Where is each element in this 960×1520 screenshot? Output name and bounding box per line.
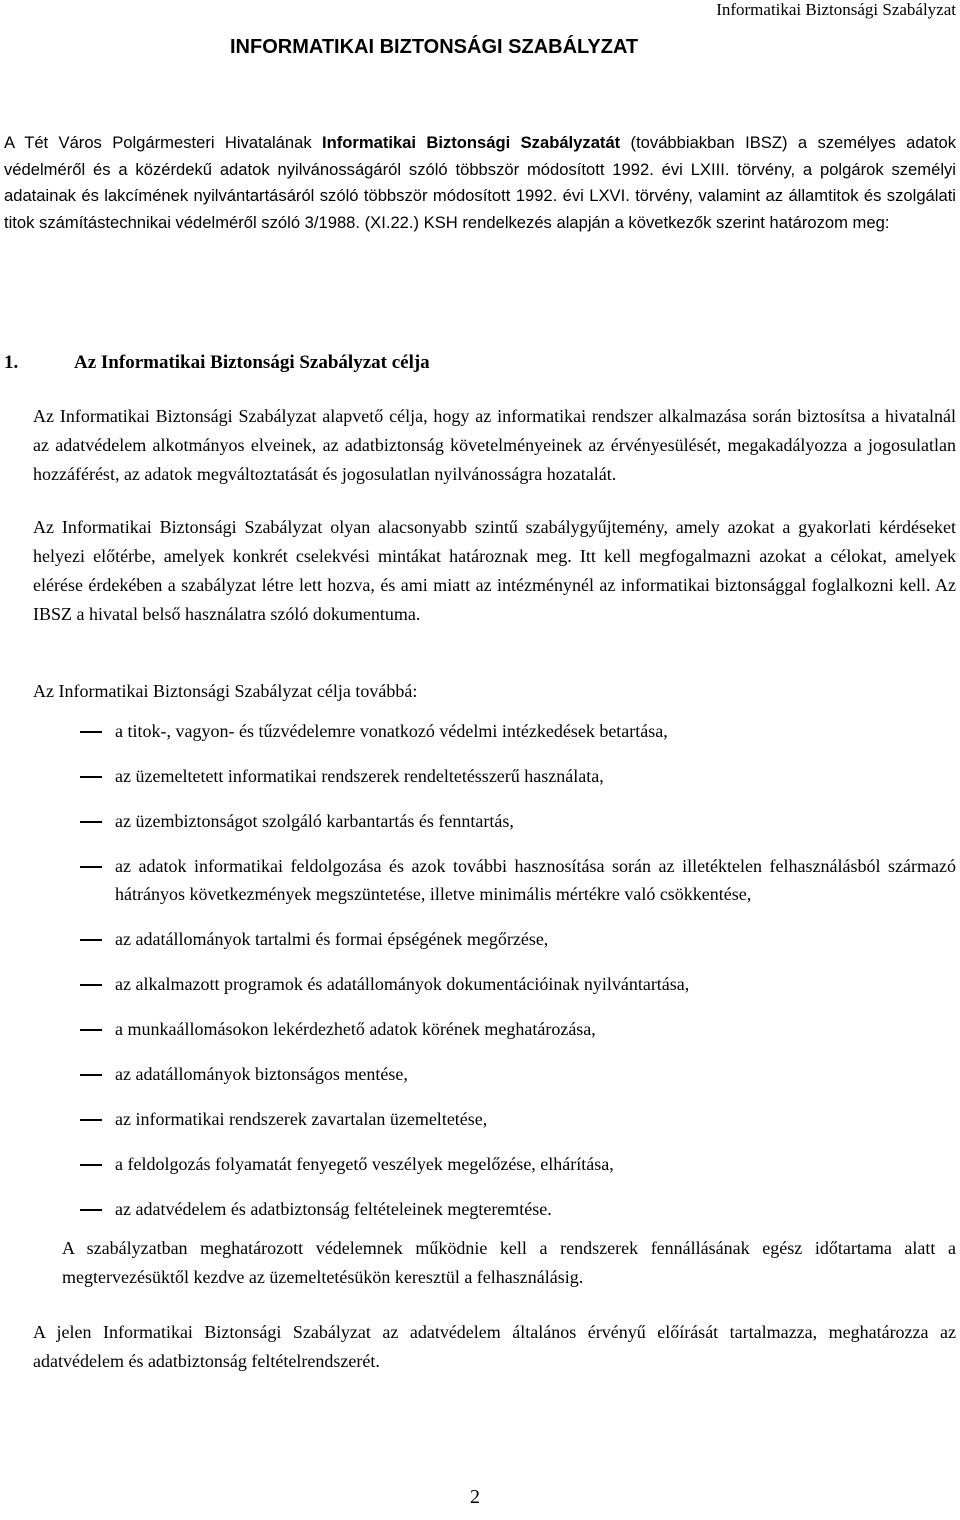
running-header: Informatikai Biztonsági Szabályzat [716,0,956,19]
section-title: Az Informatikai Biztonsági Szabályzat célja [74,352,430,373]
list-item: az adatállományok biztonságos mentése, [80,1060,956,1088]
dash-bullet-icon [80,731,102,733]
list-item: az adatvédelem és adatbiztonság feltételeinek megteremtése. [80,1195,956,1223]
goals-list [80,717,956,1240]
dash-bullet-icon [80,1209,102,1211]
intro-text-start: A Tét Város Polgármesteri Hivatalának [4,133,322,152]
scope-paragraph: Az Informatikai Biztonsági Szabályzat olyan alacsonyabb szintű szabálygyűjtemény, amely azokat a gyakorlati kérdéseket helyezi előtérbe, amelyek konkrét cselekvési mintákat határoznak meg. Itt kell megfogalmazni azokat a célokat, amelyek elérése érdekében a szabályzat létre lett hozva, és ami miatt az intézménynél az informatikai biztonsággal foglalkozni kell. Az IBSZ a hivatal belső használatra szóló dokumentuma. [33,517,956,624]
list-item: a munkaállomásokon lekérdezhető adatok körének meghatározása, [80,1015,956,1043]
dash-bullet-icon [80,1119,102,1121]
closing-paragraph: A jelen Informatikai Biztonsági Szabályzat az adatvédelem általános érvényű előírását tartalmazza, meghatározza az adatvédelem és adatbiztonság feltételrendszerét. [33,1322,956,1371]
purpose-paragraph: Az Informatikai Biztonsági Szabályzat alapvető célja, hogy az informatikai rendszer alkalmazása során biztosítsa a hivatalnál az adatvédelem alkotmányos elveinek, az adatbiztonság követelményeinek az érvényesülését, megakadályozza a jogosulatlan hozzáférést, az adatok megváltoztatását és jogosulatlan nyilvánosságra hozatalát. [33,406,956,484]
section-number: 1. [4,352,19,373]
list-lead-text: Az Informatikai Biztonsági Szabályzat célja továbbá: [33,681,418,701]
dash-bullet-icon [80,1029,102,1031]
intro-bold-title: Informatikai Biztonsági Szabályzatát [321,133,621,152]
section-heading [4,352,430,374]
intro-paragraph [4,130,956,236]
page-number: 2 [470,1486,480,1508]
document-title: INFORMATIKAI BIZTONSÁGI SZABÁLYZAT [230,36,639,58]
intro-text-rest: (továbbiakban IBSZ) a személyes adatok védelméről és a közérdekű adatok nyilvánosságáról szóló többször módosított 1992. évi LXIII. törvény, a polgárok személyi adatainak és lakcímének nyilvántartásáról szóló többször módosított 1992. évi LXVI. törvény, valamint az államtitok és szolgálati titok számítástechnikai védelméről szóló 3/1988. (XI.22.) KSH rendelkezés alapján a következők szerint határozom meg: [4,133,957,232]
dash-bullet-icon [80,1074,102,1076]
dash-bullet-icon [80,939,102,941]
dash-bullet-icon [80,776,102,778]
dash-bullet-icon [80,866,102,868]
dash-bullet-icon [80,984,102,986]
list-item: az alkalmazott programok és adatállományok dokumentációinak nyilvántartása, [80,970,956,998]
list-item: az adatok informatikai feldolgozása és azok további hasznosítása során az illetéktelen felhasználásból származó hátrányos következmények megszüntetése, illetve minimális mértékre való csökkentése, [80,852,956,908]
list-item: az üzembiztonságot szolgáló karbantartás és fenntartás, [80,807,956,835]
dash-bullet-icon [80,1164,102,1166]
protection-paragraph: A szabályzatban meghatározott védelemnek működnie kell a rendszerek fennállásának egész időtartama alatt a megtervezésüktől kezdve az üzemeltetésükön keresztül a felhasználásig. [62,1238,956,1287]
list-item: az üzemeltetett informatikai rendszerek rendeltetésszerű használata, [80,762,956,790]
list-item: a titok-, vagyon- és tűzvédelemre vonatkozó védelmi intézkedések betartása, [80,717,956,745]
list-item: az adatállományok tartalmi és formai épségének megőrzése, [80,925,956,953]
dash-bullet-icon [80,821,102,823]
list-item: a feldolgozás folyamatát fenyegető veszélyek megelőzése, elhárítása, [80,1150,956,1178]
list-item: az informatikai rendszerek zavartalan üzemeltetése, [80,1105,956,1133]
